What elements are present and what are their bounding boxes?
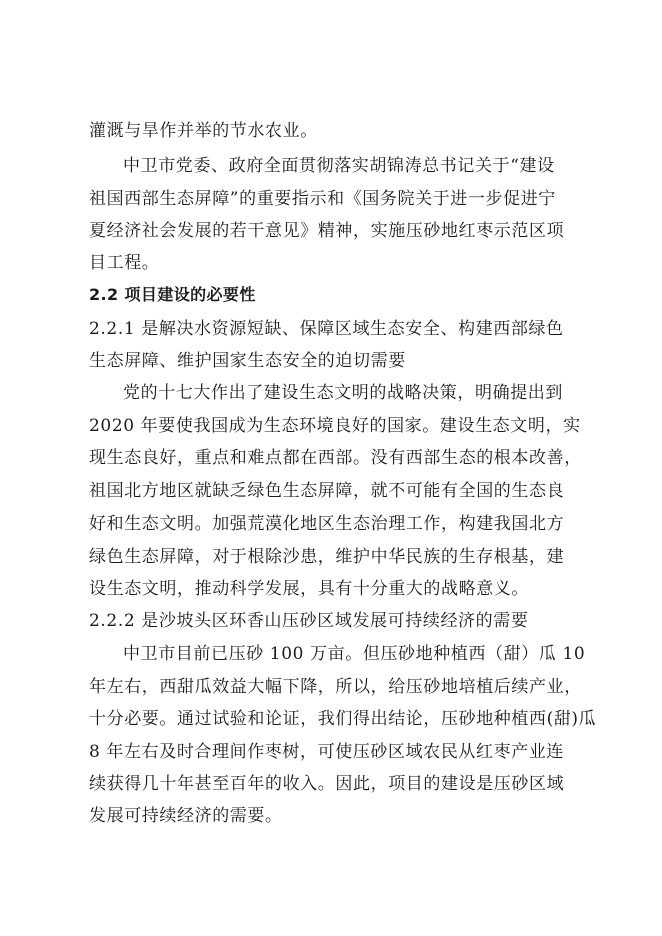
text-line: 现生态良好，重点和难点都在西部。没有西部生态的根本改善， xyxy=(89,448,582,468)
text-line: 中卫市党委、政府全面贯彻落实胡锦涛总书记关于“建设 xyxy=(123,156,555,176)
text-line: 祖国西部生态屏障”的重要指示和《国务院关于进一步促进宁 xyxy=(89,189,556,209)
text-line: 夏经济社会发展的若干意见》精神，实施压砂地红枣示范区项 xyxy=(89,221,565,241)
text-line: 中卫市目前已压砂 100 万亩。但压砂地种植西（甜）瓜 10 xyxy=(123,644,586,664)
text-line: 好和生态文明。加强荒漠化地区生态治理工作，构建我国北方 xyxy=(89,514,565,534)
subsection-heading: 生态屏障、维护国家生态安全的迫切需要 xyxy=(89,351,406,371)
text-line: 续获得几十年甚至百年的收入。因此，项目的建设是压砂区域 xyxy=(89,774,565,794)
text-line: 目工程。 xyxy=(89,253,160,273)
text-line: 灌溉与旱作并举的节水农业。 xyxy=(89,121,318,141)
text-line: 年左右，西甜瓜效益大幅下降，所以，给压砂地培植后续产业， xyxy=(89,677,582,697)
text-line: 绿色生态屏障，对于根除沙患，维护中华民族的生存根基，建 xyxy=(89,547,565,567)
section-heading: 2.2 项目建设的必要性 xyxy=(89,285,256,304)
text-line: 党的十七大作出了建设生态文明的战略决策，明确提出到 xyxy=(123,383,563,403)
subsection-heading: 2.2.2 是沙坡头区环香山压砂区域发展可持续经济的需要 xyxy=(89,611,529,631)
text-line: 发展可持续经济的需要。 xyxy=(89,806,283,826)
text-line: 2020 年要使我国成为生态环境良好的国家。建设生态文明，实 xyxy=(89,416,581,436)
text-line: 8 年左右及时合理间作枣树，可使压砂区域农民从红枣产业连 xyxy=(89,742,565,762)
text-line: 设生态文明，推动科学发展，具有十分重大的战略意义。 xyxy=(89,579,529,599)
text-line: 十分必要。通过试验和论证，我们得出结论，压砂地种植西(甜)瓜 xyxy=(89,709,597,729)
subsection-heading: 2.2.1 是解决水资源短缺、保障区域生态安全、构建西部绿色 xyxy=(89,319,564,339)
text-line: 祖国北方地区就缺乏绿色生态屏障，就不可能有全国的生态良 xyxy=(89,481,565,501)
